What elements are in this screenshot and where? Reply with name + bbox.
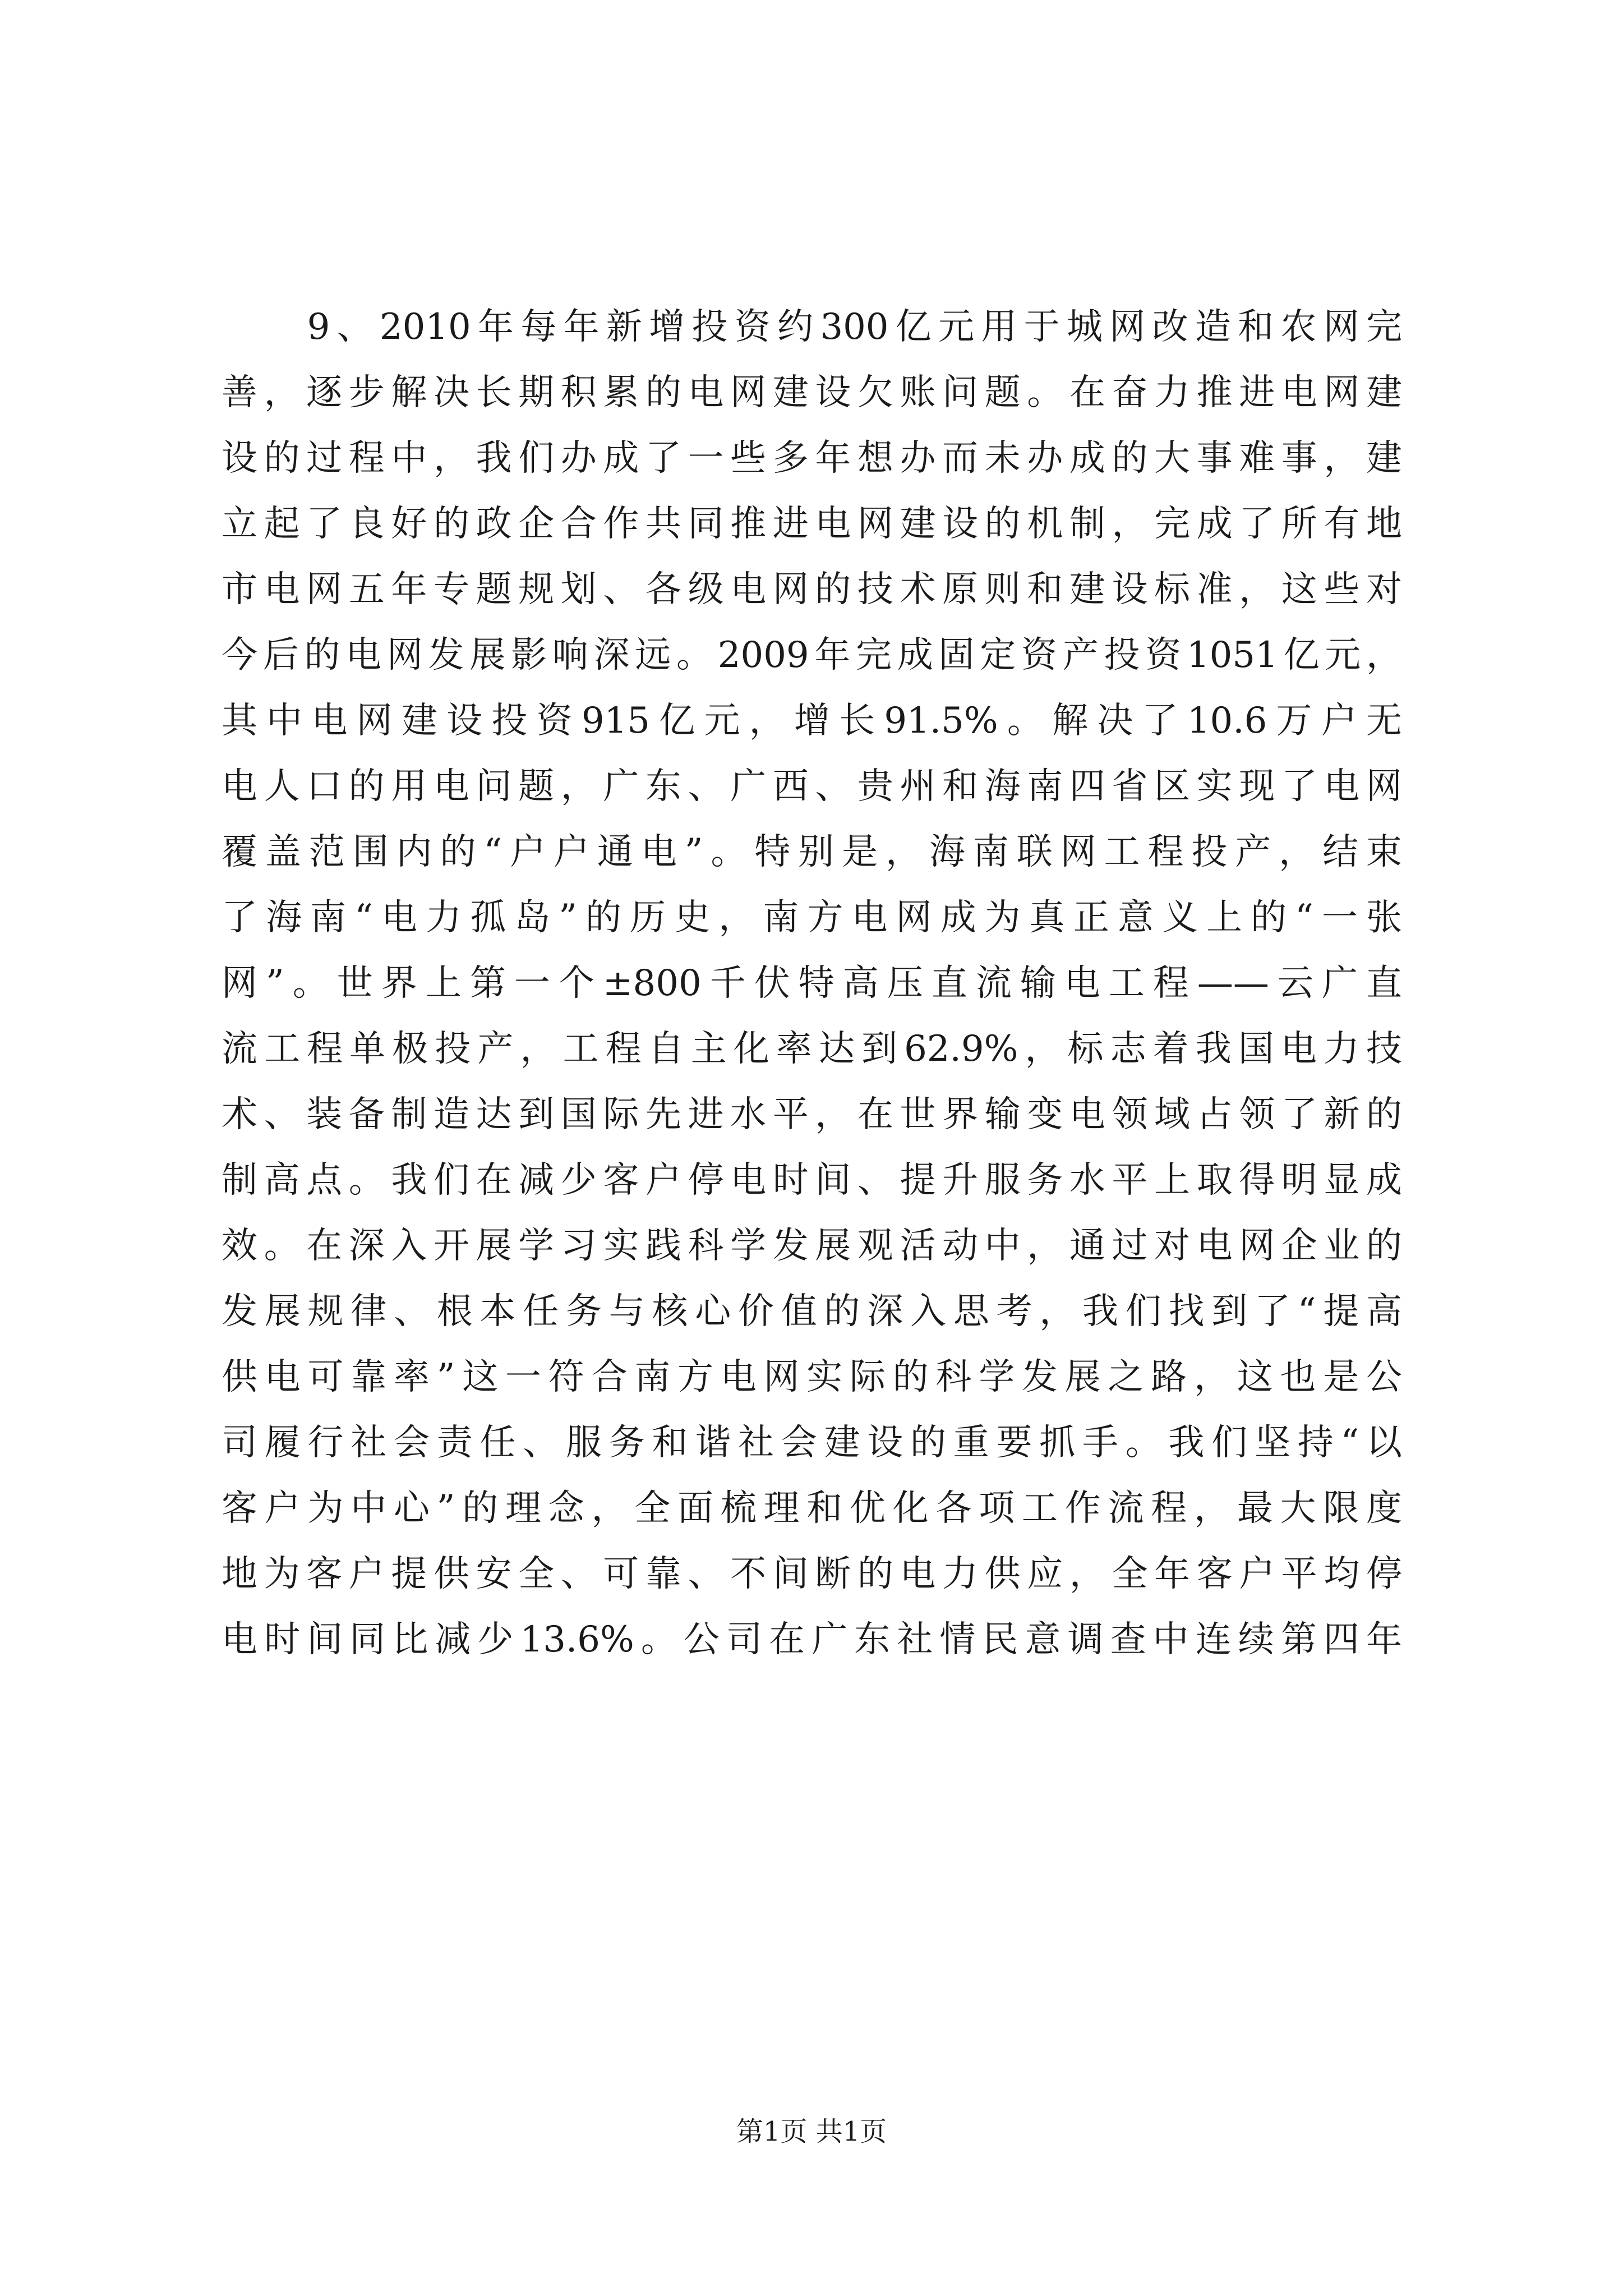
text-line: 善，逐步解决长期积累的电网建设欠账问题。在奋力推进电网建 [222,372,1402,413]
text-line: 今后的电网发展影响深远。2009年完成固定资产投资1051亿元， [222,634,1402,676]
text-line: 地为客户提供安全、可靠、不间断的电力供应，全年客户平均停 [222,1553,1402,1595]
text-line: 电时间同比减少13.6%。公司在广东社情民意调查中连续第四年 [222,1619,1402,1660]
page-number-label: 第1页 共1页 [736,2116,887,2147]
text-line: 电人口的用电问题，广东、广西、贵州和海南四省区实现了电网 [222,766,1402,807]
text-line: 司履行社会责任、服务和谐社会建设的重要抓手。我们坚持“以 [222,1422,1402,1464]
text-line: 制高点。我们在减少客户停电时间、提升服务水平上取得明显成 [222,1159,1402,1201]
page-footer [0,2115,1623,2148]
text-line: 术、装备制造达到国际先进水平，在世界输变电领域占领了新的 [222,1094,1402,1135]
text-line: 9、2010年每年新增投资约300亿元用于城网改造和农网完 [222,306,1402,348]
text-line: 流工程单极投产，工程自主化率达到62.9%，标志着我国电力技 [222,1028,1402,1070]
body-paragraph [222,295,1402,1673]
text-line: 立起了良好的政企合作共同推进电网建设的机制，完成了所有地 [222,503,1402,545]
text-line: 效。在深入开展学习实践科学发展观活动中，通过对电网企业的 [222,1225,1402,1267]
text-line: 客户为中心”的理念，全面梳理和优化各项工作流程，最大限度 [222,1488,1402,1529]
text-line: 供电可靠率”这一符合南方电网实际的科学发展之路，这也是公 [222,1356,1402,1398]
text-line: 其中电网建设投资915亿元，增长91.5%。解决了10.6万户无 [222,700,1402,742]
text-line: 覆盖范围内的“户户通电”。特别是，海南联网工程投产，结束 [222,831,1402,873]
text-line: 市电网五年专题规划、各级电网的技术原则和建设标准，这些对 [222,569,1402,610]
text-line: 了海南“电力孤岛”的历史，南方电网成为真正意义上的“一张 [222,897,1402,938]
text-line: 发展规律、根本任务与核心价值的深入思考，我们找到了“提高 [222,1291,1402,1332]
text-line: 网”。世界上第一个±800千伏特高压直流输电工程——云广直 [222,963,1402,1004]
text-line: 设的过程中，我们办成了一些多年想办而未办成的大事难事，建 [222,438,1402,479]
